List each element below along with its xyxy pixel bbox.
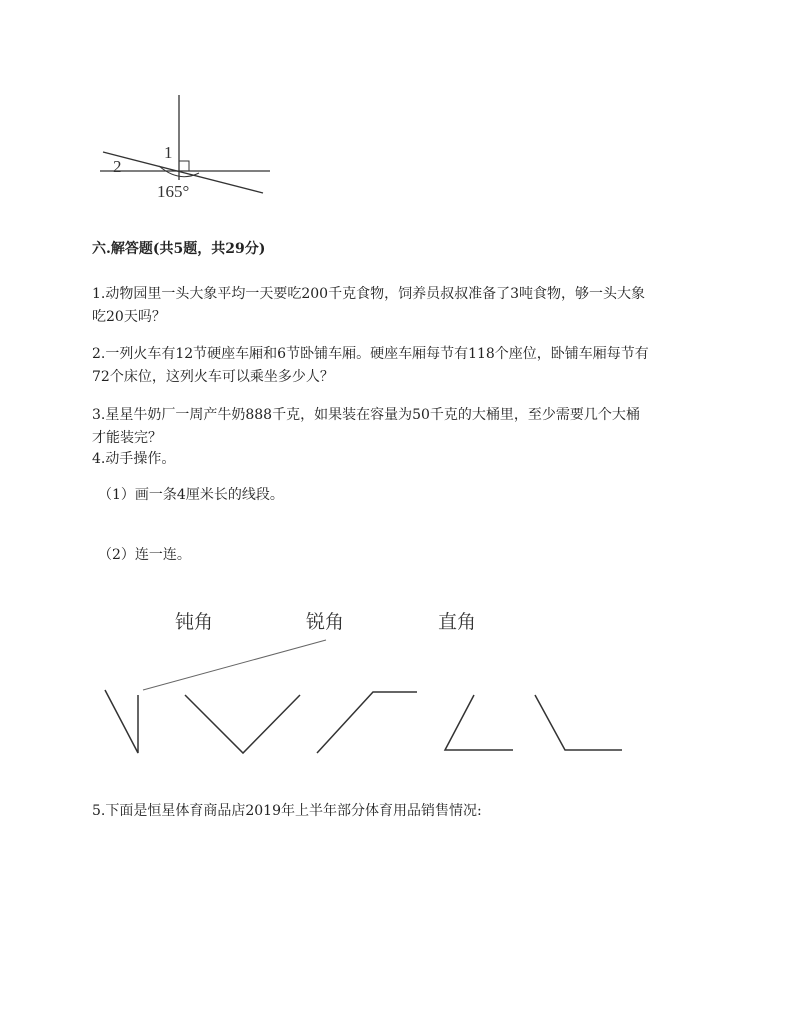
label-obtuse-angle: 钝角 (175, 612, 214, 633)
label-acute-angle: 锐角 (306, 612, 345, 633)
label-right-angle: 直角 (438, 612, 477, 633)
question-2-line-1: 2.一列火车有12节硬座车厢和6节卧铺车厢。硬座车厢每节有118个座位，卧铺车厢每节有 (92, 346, 649, 362)
question-4-part-1: （1）画一条4厘米长的线段。 (98, 487, 284, 503)
question-3-line-1: 3.星星牛奶厂一周产牛奶888千克，如果装在容量为50千克的大桶里，至少需要几个大桶 (92, 407, 640, 423)
right-angle-mark (179, 161, 189, 171)
question-3-line-2: 才能装完？ (92, 430, 162, 446)
question-5-text: 5.下面是恒星体育商品店2019年上半年部分体育用品销售情况: (92, 803, 482, 819)
question-4-title: 4.动手操作。 (92, 451, 176, 467)
connecting-line (143, 640, 326, 690)
angle-shape-5 (535, 695, 622, 750)
angle-shape-1 (105, 690, 138, 753)
question-2-line-2: 72个床位，这列火车可以乘坐多少人？ (92, 369, 334, 385)
angle-figure (95, 90, 275, 210)
question-4-part-2: （2）连一连。 (98, 547, 191, 563)
question-1-line-1: 1.动物园里一头大象平均一天要吃200千克食物，饲养员叔叔准备了3吨食物，够一头大象 (92, 286, 645, 302)
angle-value-label: 165° (157, 182, 190, 201)
angle-shape-4 (445, 695, 513, 750)
angle-matching-figure (95, 600, 635, 765)
angle-shape-2 (185, 695, 300, 753)
angle-label-1: 1 (164, 143, 173, 162)
angle-shape-3 (317, 692, 417, 753)
section-title: 六.解答题(共5题，共29分) (92, 241, 266, 257)
question-1-line-2: 吃20天吗？ (92, 309, 166, 325)
angle-label-2: 2 (113, 157, 122, 176)
